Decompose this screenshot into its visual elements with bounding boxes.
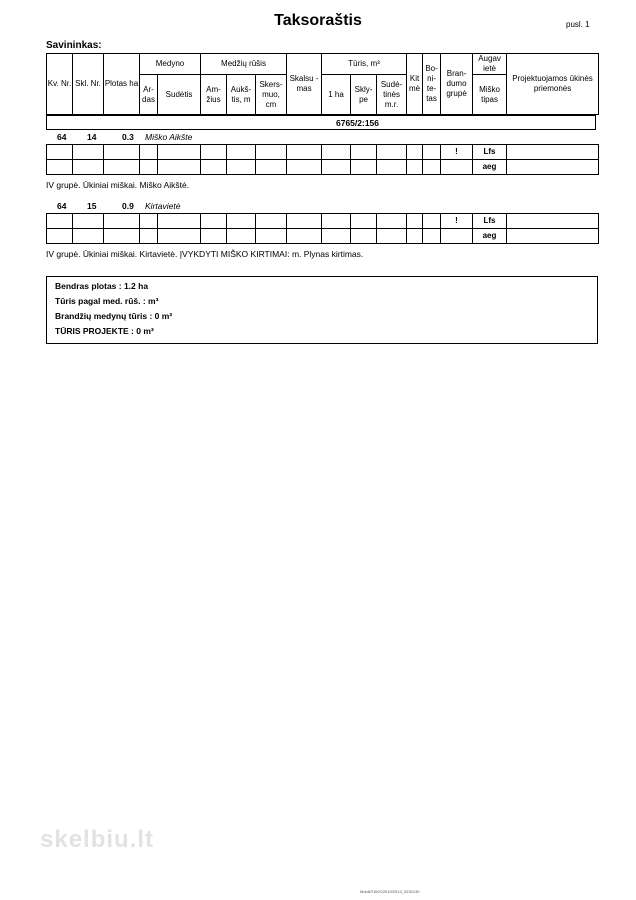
header-misko-tipas: Miško tipas: [473, 75, 507, 115]
header-turis-sudetines: Sudė- tinės m.r.: [377, 75, 407, 115]
summary-area: Bendras plotas : 1.2 ha: [55, 281, 149, 291]
record-note: IV grupė. Ūkiniai miškai. Miško Aikštė.: [46, 180, 190, 190]
header-bonitetas: Bo- ni- te- tas: [423, 54, 441, 115]
header-kv: Kv. Nr.: [47, 54, 73, 115]
record-name: Miško Aikšte: [145, 132, 193, 142]
record-code: Lfs: [473, 145, 507, 160]
owner-label: Savininkas:: [46, 40, 102, 51]
header-augaviete: Augav ietė: [473, 54, 507, 75]
header-plotas: Plotas ha: [104, 54, 140, 115]
record-code: aeg: [473, 160, 507, 175]
record-mark: !: [441, 214, 473, 229]
record-kv: 64: [57, 132, 67, 142]
header-sudetis: Sudėtis: [158, 75, 201, 115]
header-ardas: Ar- das: [140, 75, 158, 115]
header-turis-1ha: 1 ha: [322, 75, 351, 115]
header-medyno: Medyno: [140, 54, 201, 75]
summary-project-volume: TŪRIS PROJEKTE : 0 m³: [55, 326, 154, 336]
watermark: skelbiu.lt: [40, 826, 155, 853]
record-table: [46, 144, 599, 175]
header-skl: Skl. Nr.: [73, 54, 104, 115]
header-turis-sklype: Skly- pe: [351, 75, 377, 115]
summary-box: [46, 276, 598, 344]
header-turis: Tūris, m³: [322, 54, 407, 75]
record-area: 0.3: [122, 132, 134, 142]
cadastre-code-box: [46, 115, 596, 130]
summary-volume-species: Tūris pagal med. rūš. : m³: [55, 296, 159, 306]
record-note: IV grupė. Ūkiniai miškai. Kirtavietė. ĮVYKDYTI MIŠKO KIRTIMAI: m. Plynas kirtimas.: [46, 249, 364, 259]
page-number: pusl. 1: [566, 20, 590, 29]
record-area: 0.9: [122, 201, 134, 211]
record-table: [46, 213, 599, 244]
header-priemones: Projektuojamos ūkinės priemonės: [507, 54, 599, 115]
record-line: [0, 201, 636, 213]
record-skl: 15: [87, 201, 97, 211]
record-kv: 64: [57, 201, 67, 211]
summary-mature-volume: Brandžių medynų tūris : 0 m³: [55, 311, 173, 321]
record-line: [0, 132, 636, 144]
header-aukstis: Aukš- tis, m: [227, 75, 256, 115]
header-medziu-rusis: Medžių rūšis: [201, 54, 287, 75]
header-amzius: Am- žius: [201, 75, 227, 115]
header-skersmuo: Skers- muo, cm: [256, 75, 287, 115]
header-kita: Kit mė: [407, 54, 423, 115]
cadastre-code: 6765/2:156: [336, 118, 380, 128]
document-title: Taksoraštis: [274, 12, 362, 29]
footer-text: Mobili/TAKS/2019/2013_3230130: [360, 889, 420, 894]
header-table: [46, 53, 599, 115]
record-code: aeg: [473, 229, 507, 244]
record-name: Kirtavietė: [145, 201, 181, 211]
record-mark: !: [441, 145, 473, 160]
record-code: Lfs: [473, 214, 507, 229]
header-brandumo: Bran- dumo grupė: [441, 54, 473, 115]
header-skalsumas: Skalsu - mas: [287, 54, 322, 115]
record-skl: 14: [87, 132, 97, 142]
